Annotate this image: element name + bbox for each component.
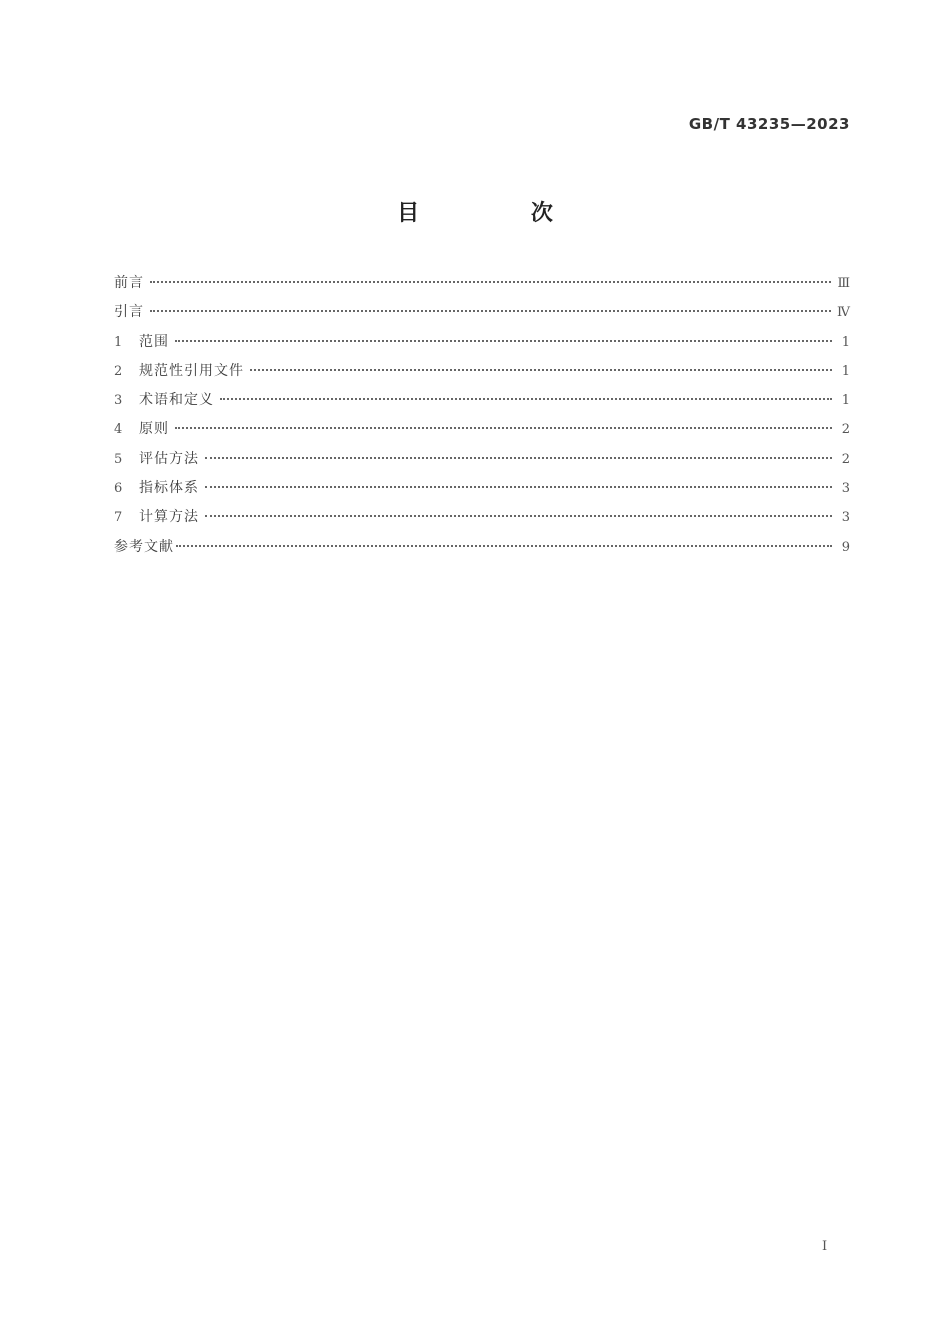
toc-entry-page: 1 (841, 393, 850, 409)
toc-entry-number: 4 (114, 422, 123, 438)
toc-entry-number: 2 (114, 363, 123, 379)
toc-entry-page: Ⅳ (837, 305, 850, 321)
dot-leader (150, 281, 831, 283)
dot-leader (250, 369, 832, 371)
toc-entry-text: 前言 (114, 275, 144, 291)
toc-entry-text: 参考文献 (114, 538, 174, 555)
toc-entry-page: 9 (841, 539, 850, 555)
toc-entry-text: 术语和定义 (139, 392, 214, 409)
dot-leader (205, 457, 832, 459)
toc-entry-text: 计算方法 (139, 509, 199, 526)
toc-entry-page: 1 (841, 334, 850, 350)
toc-entry[interactable] (114, 360, 850, 389)
toc-entry[interactable] (114, 418, 850, 447)
toc-entry[interactable] (114, 506, 850, 535)
toc-entry-number: 7 (114, 510, 123, 526)
toc-entry-text: 原则 (139, 421, 169, 438)
toc-entry[interactable] (114, 331, 850, 360)
toc-entry-page: 3 (841, 481, 850, 497)
toc-entry-text: 指标体系 (139, 480, 199, 497)
toc-entry-page: Ⅲ (837, 276, 850, 291)
toc-title: 目 次 (397, 201, 605, 226)
toc-entry-text: 规范性引用文件 (139, 362, 244, 379)
toc-entry-number: 6 (114, 481, 123, 497)
dot-leader (150, 310, 831, 312)
table-of-contents (114, 272, 850, 565)
dot-leader (220, 398, 832, 400)
toc-entry[interactable] (114, 448, 850, 477)
toc-entry-text: 范围 (139, 333, 169, 350)
toc-entry-number: 3 (114, 393, 123, 409)
toc-entry[interactable] (114, 536, 850, 565)
toc-entry-number: 5 (114, 451, 123, 467)
page-number: I (822, 1239, 828, 1254)
toc-entry[interactable] (114, 389, 850, 418)
toc-entry-text: 评估方法 (139, 450, 199, 467)
toc-entry-text: 引言 (114, 304, 144, 321)
toc-entry-page: 2 (841, 422, 850, 438)
toc-entry[interactable] (114, 477, 850, 506)
dot-leader (175, 427, 832, 429)
dot-leader (175, 340, 832, 342)
toc-entry[interactable] (114, 272, 850, 301)
dot-leader (205, 486, 832, 488)
dot-leader (176, 545, 832, 547)
toc-entry-page: 2 (841, 451, 850, 467)
toc-entry-page: 3 (841, 510, 850, 526)
dot-leader (205, 515, 832, 517)
toc-entry-number: 1 (114, 334, 123, 350)
standard-code: GB/T 43235—2023 (688, 115, 850, 133)
toc-entry[interactable] (114, 301, 850, 330)
toc-entry-page: 1 (841, 363, 850, 379)
